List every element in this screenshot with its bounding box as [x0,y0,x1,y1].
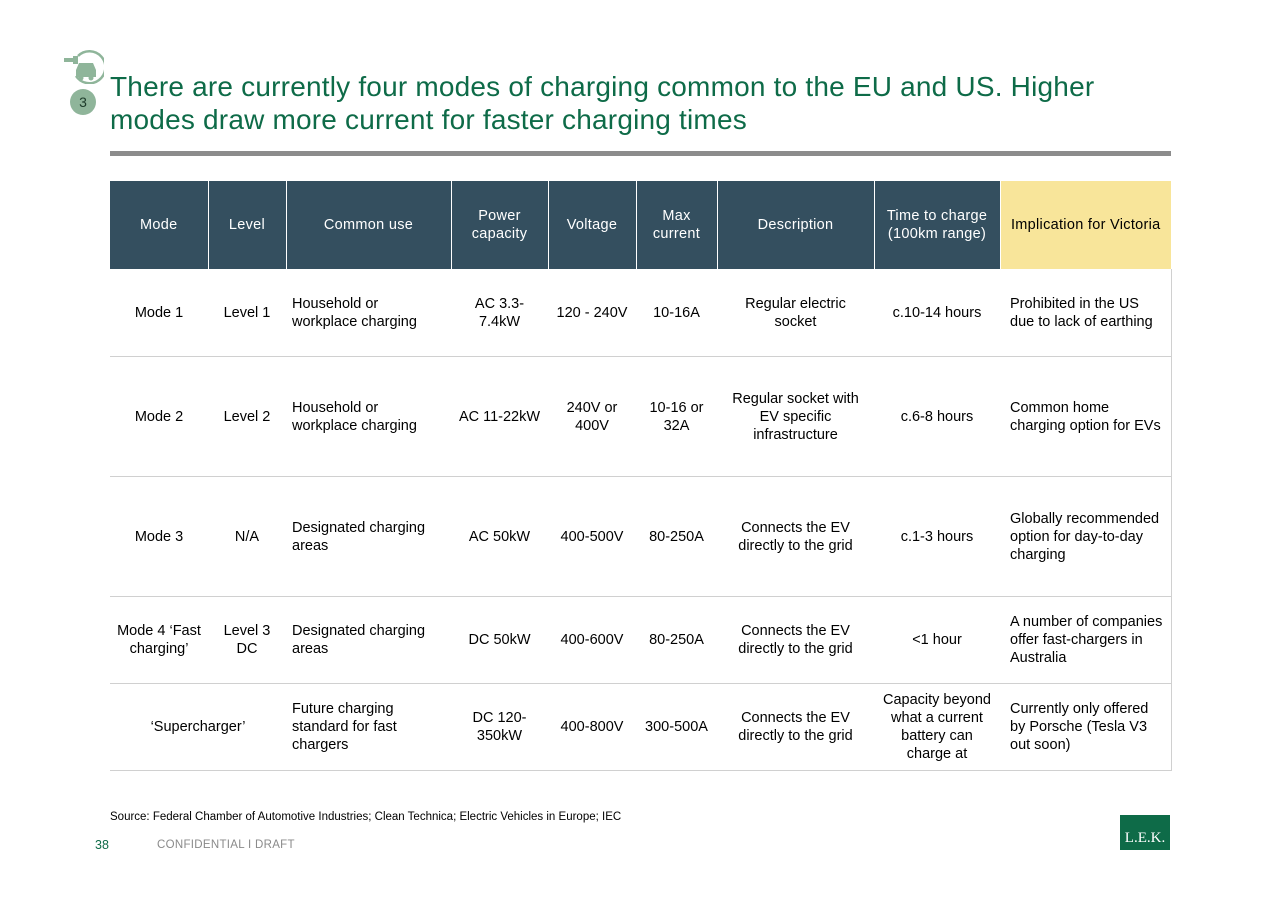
cell-level: N/A [208,477,286,597]
header-voltage: Voltage [548,181,636,269]
source-note [110,811,621,823]
cell-current: 80-250A [636,597,717,684]
header-common-use: Common use [286,181,451,269]
source-label: Source: [110,811,150,823]
cell-time: Capacity beyond what a current battery can charge at [874,684,1000,771]
cell-implication: Prohibited in the US due to lack of earthing [1000,269,1171,357]
cell-current: 10-16A [636,269,717,357]
cell-power: DC 50kW [451,597,548,684]
charging-modes-table [110,181,1172,771]
cell-mode: Mode 1 [110,269,208,357]
cell-use: Household or workplace charging [286,357,451,477]
cell-time: c.10-14 hours [874,269,1000,357]
cell-voltage: 120 - 240V [548,269,636,357]
cell-level: Level 3 DC [208,597,286,684]
header-implication: Implication for Victoria [1000,181,1171,269]
cell-implication: A number of companies offer fast-chargers in Australia [1000,597,1171,684]
header-mode: Mode [110,181,208,269]
table-row [110,269,1171,357]
cell-description: Regular socket with EV specific infrastructure [717,357,874,477]
cell-mode: Mode 4 ‘Fast charging’ [110,597,208,684]
page-number: 38 [95,838,109,852]
page-title: There are currently four modes of charging common to the EU and US. Higher modes draw more current for faster charging times [110,71,1095,135]
header-level: Level [208,181,286,269]
header-description: Description [717,181,874,269]
cell-voltage: 400-800V [548,684,636,771]
header-time-to-charge: Time to charge (100km range) [874,181,1000,269]
confidential-label: CONFIDENTIAL I DRAFT [157,839,295,851]
cell-description: Connects the EV directly to the grid [717,597,874,684]
cell-power: DC 120-350kW [451,684,548,771]
cell-implication: Common home charging option for EVs [1000,357,1171,477]
cell-level: Level 1 [208,269,286,357]
cell-mode: Mode 3 [110,477,208,597]
table-row [110,684,1171,771]
cell-current: 80-250A [636,477,717,597]
cell-voltage: 240V or 400V [548,357,636,477]
cell-implication: Currently only offered by Porsche (Tesla V3 out soon) [1000,684,1171,771]
cell-use: Designated charging areas [286,597,451,684]
cell-time: <1 hour [874,597,1000,684]
cell-voltage: 400-500V [548,477,636,597]
header-max-current: Max current [636,181,717,269]
cell-current: 300-500A [636,684,717,771]
cell-description: Connects the EV directly to the grid [717,477,874,597]
cell-mode: ‘Supercharger’ [110,684,286,771]
cell-use: Household or workplace charging [286,269,451,357]
title-divider [110,151,1171,156]
header-power-capacity: Power capacity [451,181,548,269]
table-row [110,597,1171,684]
cell-power: AC 11-22kW [451,357,548,477]
cell-level: Level 2 [208,357,286,477]
cell-use: Future charging standard for fast chargers [286,684,451,771]
table-header-row [110,181,1171,269]
cell-power: AC 3.3-7.4kW [451,269,548,357]
ev-charging-icon [64,48,104,84]
cell-time: c.1-3 hours [874,477,1000,597]
cell-implication: Globally recommended option for day-to-day charging [1000,477,1171,597]
lek-logo: L.E.K. [1120,815,1170,850]
source-text: Federal Chamber of Automotive Industries; Clean Technica; Electric Vehicles in Europe; IEC [152,811,622,823]
cell-time: c.6-8 hours [874,357,1000,477]
cell-description: Connects the EV directly to the grid [717,684,874,771]
cell-voltage: 400-600V [548,597,636,684]
cell-current: 10-16 or 32A [636,357,717,477]
table-row [110,357,1171,477]
table-row [110,477,1171,597]
cell-description: Regular electric socket [717,269,874,357]
cell-use: Designated charging areas [286,477,451,597]
cell-power: AC 50kW [451,477,548,597]
section-number-badge: 3 [70,89,96,115]
cell-mode: Mode 2 [110,357,208,477]
